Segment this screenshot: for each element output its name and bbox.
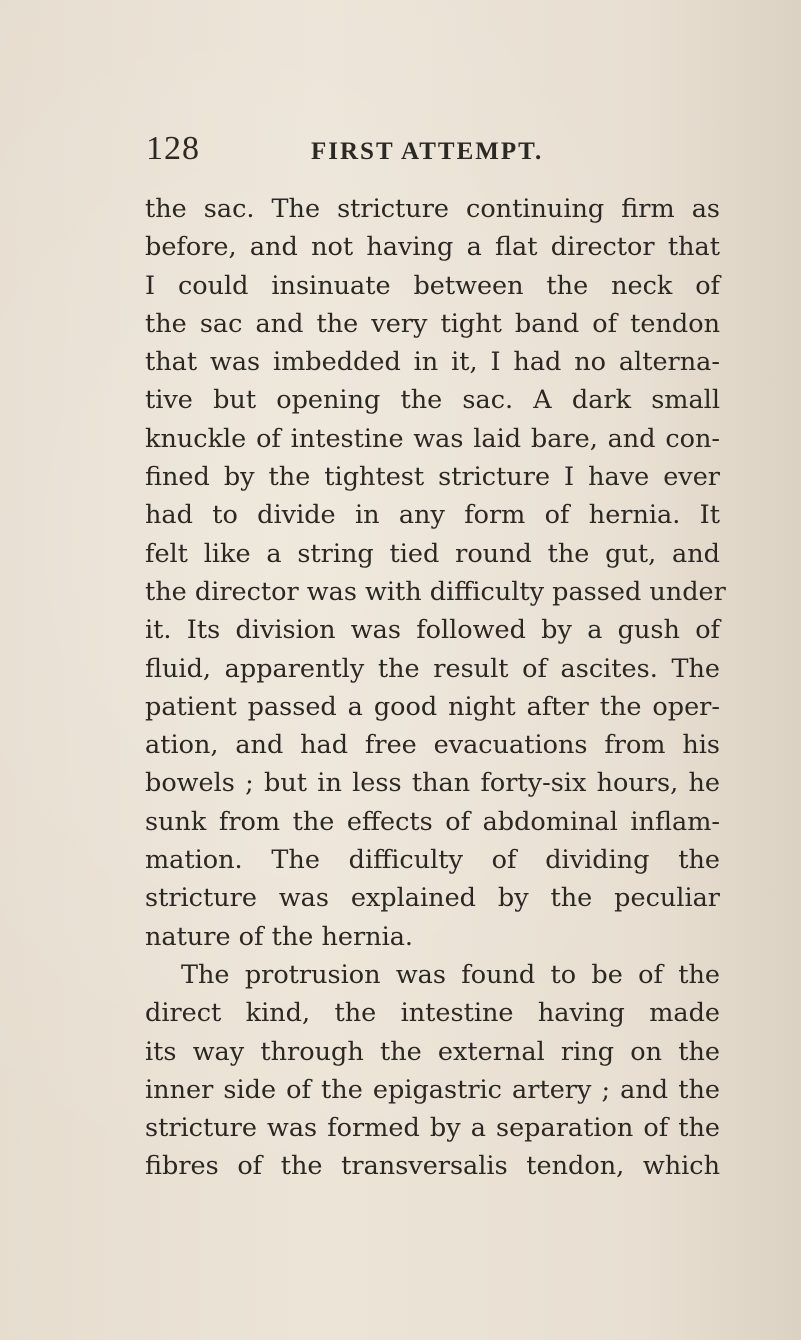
text-line: before, and not having a flat director that — [145, 232, 720, 263]
text-line: had to divide in any form of hernia. It — [145, 500, 720, 531]
text-line: fined by the tightest stricture I have ever — [145, 462, 720, 493]
text-line: it. Its division was followed by a gush of — [145, 615, 720, 646]
text-line: its way through the external ring on the — [145, 1036, 720, 1067]
text-line: direct kind, the intestine having made — [145, 998, 720, 1029]
text-line: stricture was explained by the peculiar — [145, 883, 720, 914]
text-line: fibres of the transversalis tendon, which — [145, 1151, 720, 1182]
text-line: inner side of the epigastric artery ; and the — [145, 1074, 720, 1105]
text-line: I could insinuate between the neck of — [145, 270, 720, 301]
text-line: mation. The difficulty of dividing the — [145, 845, 720, 876]
page-header — [0, 130, 801, 174]
text-line: the sac and the very tight band of tendon — [145, 308, 720, 339]
text-line: felt like a string tied round the gut, and — [145, 538, 720, 569]
running-head: FIRST ATTEMPT. — [311, 138, 544, 165]
page-number: 128 — [146, 130, 200, 167]
body-text — [145, 190, 726, 1186]
text-line: the director was with difficulty passed under — [145, 576, 726, 607]
text-line: patient passed a good night after the oper- — [145, 691, 720, 722]
text-line: stricture was formed by a separation of the — [145, 1113, 720, 1144]
text-line: that was imbedded in it, I had no alterna- — [145, 347, 720, 378]
text-line: knuckle of intestine was laid bare, and con- — [145, 423, 720, 454]
text-line: fluid, apparently the result of ascites. The — [145, 653, 720, 684]
paragraph-end-line: nature of the hernia. — [145, 921, 414, 952]
text-line: ation, and had free evacuations from his — [145, 730, 720, 761]
text-line: tive but opening the sac. A dark small — [145, 385, 720, 416]
text-line: bowels ; but in less than forty-six hours, he — [145, 768, 720, 799]
paragraph-start-line: The protrusion was found to be of the — [181, 959, 720, 990]
text-line: the sac. The stricture continuing firm as — [145, 194, 720, 224]
text-line: sunk from the effects of abdominal inflam- — [145, 806, 720, 837]
